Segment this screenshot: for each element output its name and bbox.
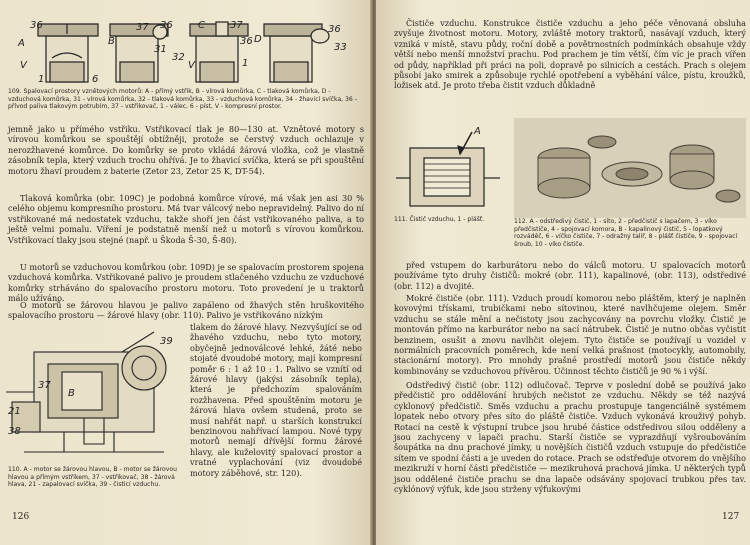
fig109-label: V [188, 60, 195, 71]
fig109-label: 31 [154, 44, 167, 55]
fig109-label: 1 [38, 74, 45, 84]
fig110-label: 21 [8, 406, 21, 417]
left-paragraph-1: jemně jako u přímého vstřiku. Vstřikovací tlak je 80—130 at. Vznětové motory s vírovou komůrkou se spouštějí obtížněji, protože se čerstvý vzduch ochlazuje v nerozžhavené komůrce. Do komůrky se proto vkládá žárová vložka, což je vlastně zásobník tepla, který vzduch trochu ohřívá. Je to žhavicí svíčka, která se při spouštění motoru žhaví proudem z baterie (Zetor 23, Zetor 25 K, DT-54). [8, 124, 364, 176]
fig109-label: 37 [230, 20, 243, 31]
figure-109 [8, 18, 358, 84]
fig109-label: 6 [92, 74, 99, 84]
fig109-label: 36 [30, 20, 43, 31]
figure-112-photo [514, 118, 746, 218]
right-paragraph-4: Odstředivý čistič (obr. 112) odlučovač. Teprve v poslední době se používá jako předčistič pro oddělování hrubých nečistot ze vzduchu. Někdy se též nazývá cyklonový předčistič. Směs vzduchu a prachu prostupuje tangenciálně systémem lopatek nebo otvory přes síto do pláště čističe. Vzduch vykonává krouživý pohyb. Rotací na cestě k výstupní trubce jsou hrubé částice odstředivou silou odděleny a jsou zachyceny v lapači prachu. Starší čističe se vyprazdňují vyšroubováním šoupátka na dnu prachové jímky, u novějších čističů vzduch vstupuje do předčističe sítem ve spodní části a je uveden do rotace. Prach se odstřeďuje otvorem do vnějšího mezikruží v horní části předčističe — mezikruhová prachová jímka. U některých typů jsou oddělené čističe prachu se dna lapače odsávány spojovací trubkou přes tav. cyklónový výfuk, kde jsou strženy výfukovými [394, 380, 746, 495]
figure-112-caption: 112. A - odstředivý čistič, 1 - síto, 2 - předčistič s lapačem, 3 - víko předčističe, 4 - spojovací komora, B - kapalinový čistič, 5 - lopatkový rozváděč, 6 - víčko čističe, 7 - odražný talíř, 8 - plášť čističe, 9 - spojovací šroub, 10 - víko čističe. [514, 218, 738, 248]
fig110-label: 39 [160, 336, 173, 347]
fig110-label: 37 [38, 380, 51, 391]
figure-110 [4, 322, 184, 464]
fig109-label: 1 [242, 58, 249, 69]
fig109-label: D [254, 34, 262, 45]
fig110-label: B [68, 388, 75, 399]
left-paragraph-3: U motorů se vzduchovou komůrkou (obr. 109D) je se spalovacím prostorem spojena vzduchová komůrka. Vstřikované palivo je proudem stlačeného vzduchu ze vzduchové komůrky strháváno do spalovacího prostoru motoru. Toto provedení je u traktorů málo užíváno. [8, 262, 364, 304]
fig109-label: 33 [334, 42, 347, 53]
right-paragraph-1: Čističe vzduchu. Konstrukce čističe vzduchu a jeho péče věnovaná obsluha zvyšuje životnost motoru. Motory, zvláště motory traktorů, nasávají vzduch, který vzniká v místě, stavu půdy, roční době a povětrnostních podmínkách obsahuje vždy větší nebo menší množství prachu. Pod prachem je tím větší, čím víc je prach vířen od půdy, například při práci na poli, dopravě po silnicích a cestách. Prach s olejem působí jako smirek a způsobuje rychlé opotřebení a vyběhání válce, pístu, kroužků, ložisek atd. Je proto třeba čistit vzduch důkladně [394, 18, 746, 91]
fig109-label: B [108, 36, 115, 47]
page-number-left: 126 [12, 512, 30, 522]
fig111-label: A [474, 126, 481, 137]
right-page [376, 0, 750, 545]
figure-109-caption: 109. Spalovací prostory vznětových motorů: A - přímý vstřik, B - vírová komůrka, C - tlaková komůrka, D - vzduchová komůrka, 31 - vírová komůrka, 32 - tlaková komůrka, 33 - vzduchová komůrka, 34 - žhavicí svíčka, 36 - přívod paliva tlakovým potrubím, 37 - vstřikovač, 1 - válec, 6 - píst, V - kompresní prostor. [8, 88, 357, 111]
left-page [0, 0, 372, 545]
fig109-label: 36 [240, 36, 253, 47]
fig109-label: 36 [328, 24, 341, 35]
fig109-label: C [198, 20, 205, 31]
right-paragraph-3: Mokré čističe (obr. 111). Vzduch proudí komorou nebo pláštěm, který je naplněn kovovými třískami, trubičkami nebo sítovinou, které navlhčujeme olejem. Směr vzduchu se stále mění a nečistoty jsou zachycovány na povrchu vložky. Čistič je montován přímo na karburátor nebo na sací nátrubek. Čistič je nutno občas vyčistit benzinem, osušit a znovu navlhčit olejem. Tyto čističe se používají u vozidel v normálních pracovních poměrech, kde není velká prašnost (motocykly, automobily, stacionární motory). Pro mnohdy prašné prostředí motorů jsou čističe někdy kombinovány se vzduchovou přívěrou. Účinnost těchto čističů je 90 % i výší. [394, 293, 746, 376]
fig109-label: 32 [172, 52, 185, 63]
fig109-label: V [20, 60, 27, 71]
figure-111-caption: 111. Čistič vzduchu, 1 - plášť. [394, 216, 485, 223]
fig109-label: 36 [160, 20, 173, 31]
page-number-right: 127 [722, 512, 740, 522]
left-paragraph-2: Tlaková komůrka (obr. 109C) je podobná komůrce vírové, má však jen asi 30 % celého objemu kompresního prostoru. Má tvar válcový nebo nepravidelný. Palivo do ní vstřikované má nedostatek vzduchu, takže shoří jen část vstřikovaného paliva, a to ještě velmi pomalu. Víření je podstatně menší než u motorů s vírovou komůrkou. Vstřikovací tlaky jsou stejné (např. u Škoda Š-30, Š-80). [8, 193, 364, 245]
fig110-label: 38 [8, 426, 21, 437]
fig109-label: 37 [136, 22, 149, 33]
figure-110-caption: 110. A - motor se žárovou hlavou, B - motor se žárovou hlavou a přímým vstřikem, 37 - vstřikovač, 38 - žárová hlava, 21 - zapalovací svíčka, 39 - čisticí vzduchu. [8, 466, 177, 489]
fig109-label: A [18, 38, 25, 49]
left-paragraph-4-rest: tlakem do žárové hlavy. Nezvyšující se od žhavého vzduchu, nebo tyto motory, obyčejně jednoválcové lehké, žáté nebo stojaté dvoudobé motory, mají kompresní poměr 6 : 1 až 10 : 1. Palivo se vznítí od žárové hlavy (jakýsi zásobník tepla), která je předchozím spalováním rozžhavena. Před spouštěním motoru je žárová hlava ovšem studená, proto se musí nahřát např. u starších konstrukcí benzinovou nahřívací lampou. Nové typy motorů nemají dřívější formu žárové hlavy, ale kuželovitý spalovací prostor a vratné vyplachování (viz dvoudobé motory záběhové, str. 120). [190, 322, 362, 478]
left-paragraph-4-lead: O motorů se žárovou hlavou je palivo zapáleno od žhavých stěn hruškovitého spalovacího prostoru — žárové hlavy (obr. 110). Palivo je vstřikováno nízkým [8, 300, 364, 321]
right-paragraph-2: před vstupem do karburátoru nebo do válců motoru. U spalovacích motorů používáme tyto druhy čističů: mokré (obr. 111), kapalinové, (obr. 113), odstředivé (obr. 112) a dvojité. [394, 260, 746, 291]
figure-111 [394, 124, 504, 216]
